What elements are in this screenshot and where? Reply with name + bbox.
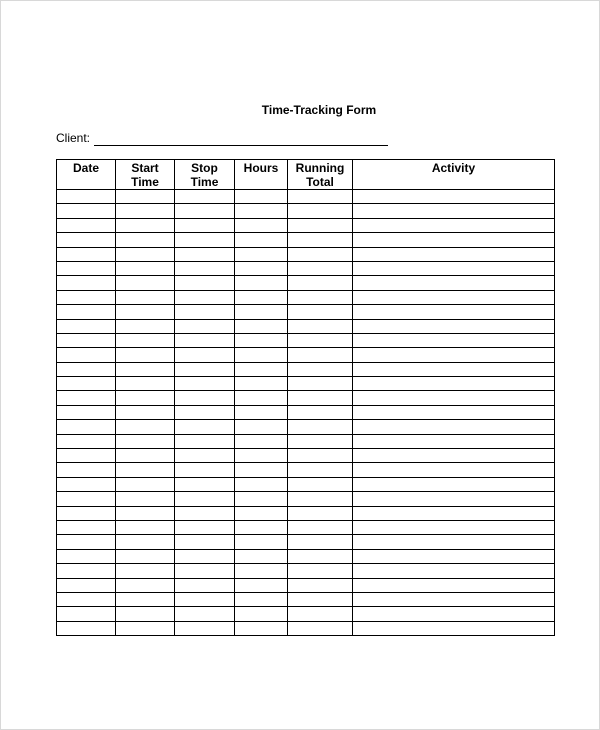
column-header-line: Running — [295, 161, 345, 175]
table-cell[interactable] — [57, 477, 116, 491]
table-cell[interactable] — [353, 247, 555, 261]
table-row — [57, 520, 555, 534]
table-row — [57, 348, 555, 362]
table-cell[interactable] — [288, 204, 353, 218]
table-cell[interactable] — [116, 261, 175, 275]
table-cell[interactable] — [288, 333, 353, 347]
column-header — [116, 160, 175, 190]
table-cell[interactable] — [288, 233, 353, 247]
column-header-line: Date — [72, 161, 99, 175]
table-row — [57, 204, 555, 218]
table-cell[interactable] — [288, 290, 353, 304]
table-cell[interactable] — [353, 463, 555, 477]
table-cell[interactable] — [353, 449, 555, 463]
column-header — [235, 160, 288, 190]
table-cell[interactable] — [116, 520, 175, 534]
table-row — [57, 492, 555, 506]
table-cell[interactable] — [235, 190, 288, 204]
table-cell[interactable] — [116, 190, 175, 204]
table-row — [57, 434, 555, 448]
table-row — [57, 290, 555, 304]
table-cell[interactable] — [175, 362, 235, 376]
table-cell[interactable] — [353, 621, 555, 635]
table-row — [57, 319, 555, 333]
table-cell[interactable] — [57, 420, 116, 434]
table-cell[interactable] — [116, 607, 175, 621]
table-cell[interactable] — [353, 535, 555, 549]
table-cell[interactable] — [116, 477, 175, 491]
table-row — [57, 449, 555, 463]
table-row — [57, 621, 555, 635]
table-cell[interactable] — [235, 261, 288, 275]
table-cell[interactable] — [57, 319, 116, 333]
table-cell[interactable] — [175, 578, 235, 592]
table-cell[interactable] — [116, 621, 175, 635]
table-cell[interactable] — [235, 405, 288, 419]
table-cell[interactable] — [175, 391, 235, 405]
table-cell[interactable] — [175, 463, 235, 477]
table-cell[interactable] — [175, 607, 235, 621]
form-title: Time-Tracking Form — [261, 103, 377, 117]
table-cell[interactable] — [175, 420, 235, 434]
table-cell[interactable] — [353, 218, 555, 232]
table-cell[interactable] — [288, 564, 353, 578]
table-row — [57, 333, 555, 347]
table-cell[interactable] — [175, 233, 235, 247]
table-cell[interactable] — [175, 592, 235, 606]
table-cell[interactable] — [57, 290, 116, 304]
table-cell[interactable] — [288, 592, 353, 606]
table-cell[interactable] — [235, 247, 288, 261]
table-cell[interactable] — [57, 362, 116, 376]
table-row — [57, 247, 555, 261]
table-cell[interactable] — [116, 592, 175, 606]
table-cell[interactable] — [57, 276, 116, 290]
table-cell[interactable] — [57, 607, 116, 621]
table-cell[interactable] — [116, 405, 175, 419]
table-cell[interactable] — [116, 247, 175, 261]
table-cell[interactable] — [288, 405, 353, 419]
table-cell[interactable] — [353, 276, 555, 290]
table-cell[interactable] — [175, 434, 235, 448]
table-cell[interactable] — [116, 506, 175, 520]
table-cell[interactable] — [175, 492, 235, 506]
time-tracking-table — [56, 159, 555, 636]
table-cell[interactable] — [235, 549, 288, 563]
table-cell[interactable] — [175, 564, 235, 578]
table-cell[interactable] — [288, 377, 353, 391]
table-row — [57, 305, 555, 319]
table-cell[interactable] — [288, 506, 353, 520]
table-row — [57, 261, 555, 275]
table-cell[interactable] — [116, 290, 175, 304]
client-label: Client: — [56, 131, 91, 145]
client-input-line[interactable] — [94, 145, 388, 146]
table-cell[interactable] — [288, 520, 353, 534]
table-cell[interactable] — [175, 204, 235, 218]
table-cell[interactable] — [175, 319, 235, 333]
table-cell[interactable] — [235, 506, 288, 520]
table-cell[interactable] — [353, 564, 555, 578]
table-cell[interactable] — [288, 391, 353, 405]
table-header-row — [57, 160, 555, 190]
table-row — [57, 592, 555, 606]
table-row — [57, 535, 555, 549]
table-cell[interactable] — [235, 535, 288, 549]
table-row — [57, 506, 555, 520]
column-header — [57, 160, 116, 190]
table-row — [57, 190, 555, 204]
table-cell[interactable] — [353, 233, 555, 247]
column-header-line: Activity — [431, 161, 476, 175]
table-cell[interactable] — [175, 261, 235, 275]
table-cell[interactable] — [353, 391, 555, 405]
table-cell[interactable] — [116, 549, 175, 563]
table-cell[interactable] — [235, 564, 288, 578]
table-cell[interactable] — [235, 290, 288, 304]
table-cell[interactable] — [288, 348, 353, 362]
table-cell[interactable] — [116, 362, 175, 376]
table-row — [57, 607, 555, 621]
table-cell[interactable] — [353, 477, 555, 491]
table-cell[interactable] — [288, 449, 353, 463]
table-cell[interactable] — [288, 463, 353, 477]
table-cell[interactable] — [57, 549, 116, 563]
table-row — [57, 564, 555, 578]
table-cell[interactable] — [353, 405, 555, 419]
table-cell[interactable] — [288, 492, 353, 506]
table-cell[interactable] — [116, 204, 175, 218]
table-cell[interactable] — [353, 607, 555, 621]
table-cell[interactable] — [235, 362, 288, 376]
table-cell[interactable] — [288, 218, 353, 232]
table-cell[interactable] — [235, 463, 288, 477]
table-cell[interactable] — [57, 377, 116, 391]
table-cell[interactable] — [116, 420, 175, 434]
table-cell[interactable] — [353, 319, 555, 333]
column-header — [175, 160, 235, 190]
table-cell[interactable] — [116, 564, 175, 578]
table-cell[interactable] — [353, 578, 555, 592]
table-row — [57, 405, 555, 419]
table-cell[interactable] — [235, 218, 288, 232]
table-cell[interactable] — [116, 333, 175, 347]
table-cell[interactable] — [235, 233, 288, 247]
table-cell[interactable] — [116, 233, 175, 247]
table-cell[interactable] — [235, 449, 288, 463]
table-cell[interactable] — [57, 506, 116, 520]
table-cell[interactable] — [175, 449, 235, 463]
table-cell[interactable] — [57, 535, 116, 549]
table-cell[interactable] — [235, 492, 288, 506]
table-cell[interactable] — [353, 261, 555, 275]
table-cell[interactable] — [175, 405, 235, 419]
table-cell[interactable] — [235, 607, 288, 621]
table-cell[interactable] — [353, 520, 555, 534]
table-cell[interactable] — [175, 506, 235, 520]
table-cell[interactable] — [235, 420, 288, 434]
table-row — [57, 218, 555, 232]
table-cell[interactable] — [235, 305, 288, 319]
table-row — [57, 477, 555, 491]
table-cell[interactable] — [116, 434, 175, 448]
table-cell[interactable] — [175, 333, 235, 347]
column-header — [353, 160, 555, 190]
table-cell[interactable] — [57, 333, 116, 347]
column-header-line: Time — [190, 175, 219, 189]
table-cell[interactable] — [235, 592, 288, 606]
table-cell[interactable] — [57, 391, 116, 405]
table-cell[interactable] — [116, 578, 175, 592]
table-cell[interactable] — [116, 305, 175, 319]
table-cell[interactable] — [116, 319, 175, 333]
table-cell[interactable] — [116, 535, 175, 549]
table-cell[interactable] — [235, 333, 288, 347]
table-cell[interactable] — [57, 621, 116, 635]
table-cell[interactable] — [57, 434, 116, 448]
table-cell[interactable] — [57, 305, 116, 319]
column-header-line: Hours — [243, 161, 279, 175]
table-cell[interactable] — [288, 190, 353, 204]
table-cell[interactable] — [116, 276, 175, 290]
table-cell[interactable] — [175, 535, 235, 549]
table-cell[interactable] — [57, 564, 116, 578]
table-cell[interactable] — [57, 247, 116, 261]
table-cell[interactable] — [288, 261, 353, 275]
table-cell[interactable] — [175, 549, 235, 563]
table-cell[interactable] — [353, 420, 555, 434]
column-header-line: Total — [306, 175, 334, 189]
table-row — [57, 233, 555, 247]
table-cell[interactable] — [288, 305, 353, 319]
column-header — [288, 160, 353, 190]
table-cell[interactable] — [175, 247, 235, 261]
table-cell[interactable] — [235, 276, 288, 290]
table-cell[interactable] — [175, 190, 235, 204]
table-cell[interactable] — [288, 276, 353, 290]
table-cell[interactable] — [175, 348, 235, 362]
table-cell[interactable] — [57, 492, 116, 506]
table-cell[interactable] — [235, 520, 288, 534]
table-cell[interactable] — [353, 204, 555, 218]
table-cell[interactable] — [116, 218, 175, 232]
table-cell[interactable] — [288, 434, 353, 448]
table-cell[interactable] — [235, 477, 288, 491]
table-cell[interactable] — [353, 333, 555, 347]
table-cell[interactable] — [288, 535, 353, 549]
table-cell[interactable] — [235, 578, 288, 592]
table-cell[interactable] — [353, 362, 555, 376]
table-cell[interactable] — [116, 377, 175, 391]
table-row — [57, 549, 555, 563]
table-cell[interactable] — [57, 261, 116, 275]
table-cell[interactable] — [57, 204, 116, 218]
table-cell[interactable] — [353, 434, 555, 448]
table-cell[interactable] — [57, 520, 116, 534]
table-cell[interactable] — [175, 276, 235, 290]
table-cell[interactable] — [175, 520, 235, 534]
table-cell[interactable] — [235, 434, 288, 448]
table-cell[interactable] — [57, 190, 116, 204]
table-cell[interactable] — [235, 348, 288, 362]
table-cell[interactable] — [353, 492, 555, 506]
table-cell[interactable] — [175, 305, 235, 319]
table-row — [57, 463, 555, 477]
table-cell[interactable] — [116, 492, 175, 506]
table-cell[interactable] — [353, 377, 555, 391]
table-cell[interactable] — [353, 305, 555, 319]
table-row — [57, 391, 555, 405]
table-cell[interactable] — [57, 233, 116, 247]
table-cell[interactable] — [116, 391, 175, 405]
table-cell[interactable] — [288, 578, 353, 592]
table-cell[interactable] — [235, 621, 288, 635]
table-cell[interactable] — [175, 218, 235, 232]
table-cell[interactable] — [175, 377, 235, 391]
table-cell[interactable] — [235, 377, 288, 391]
table-cell[interactable] — [57, 218, 116, 232]
table-cell[interactable] — [57, 592, 116, 606]
table-row — [57, 377, 555, 391]
table-cell[interactable] — [175, 621, 235, 635]
table-cell[interactable] — [288, 319, 353, 333]
table-cell[interactable] — [116, 449, 175, 463]
table-cell[interactable] — [175, 290, 235, 304]
table-cell[interactable] — [353, 506, 555, 520]
table-cell[interactable] — [116, 348, 175, 362]
column-header-line: Time — [131, 175, 159, 189]
table-cell[interactable] — [353, 190, 555, 204]
table-row — [57, 420, 555, 434]
table-row — [57, 578, 555, 592]
table-cell[interactable] — [288, 621, 353, 635]
table-cell[interactable] — [57, 405, 116, 419]
table-cell[interactable] — [57, 463, 116, 477]
table-cell[interactable] — [353, 592, 555, 606]
table-cell[interactable] — [235, 319, 288, 333]
table-row — [57, 362, 555, 376]
table-cell[interactable] — [57, 449, 116, 463]
column-header-line: Start — [131, 161, 159, 175]
table-cell[interactable] — [353, 348, 555, 362]
table-cell[interactable] — [288, 607, 353, 621]
column-header-line: Stop — [191, 161, 218, 175]
table-cell[interactable] — [116, 463, 175, 477]
table-cell[interactable] — [288, 477, 353, 491]
table-cell[interactable] — [353, 549, 555, 563]
table-row — [57, 276, 555, 290]
table-cell[interactable] — [288, 362, 353, 376]
table-cell[interactable] — [57, 578, 116, 592]
table-cell[interactable] — [288, 420, 353, 434]
table-cell[interactable] — [288, 247, 353, 261]
table-cell[interactable] — [353, 290, 555, 304]
table-cell[interactable] — [175, 477, 235, 491]
table-cell[interactable] — [235, 204, 288, 218]
table-cell[interactable] — [288, 549, 353, 563]
table-cell[interactable] — [235, 391, 288, 405]
table-cell[interactable] — [57, 348, 116, 362]
